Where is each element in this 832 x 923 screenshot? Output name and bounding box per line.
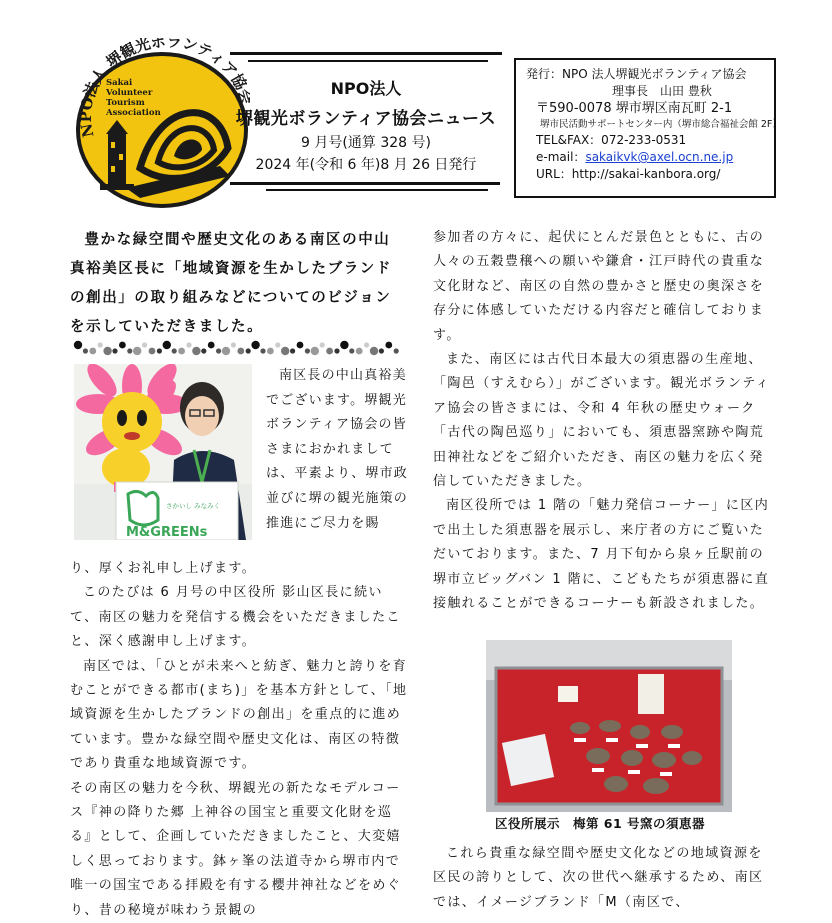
divider-dot [326,348,333,355]
divider-dot [208,342,215,349]
intro-text: 南区長の中山真裕美でございます。堺観光ボランティア協会の皆さまにおかれましては、平素より、堺市政並びに堺の観光施策の推進にご尽力を賜 [266,368,409,531]
divider-dot [74,341,82,349]
divider-dot [157,348,162,353]
right-column [433,226,771,617]
masthead-rule-top [230,52,502,55]
tel-fax: TEL&FAX：072-233-0531 [536,133,687,147]
divider-dot [119,342,126,349]
issue-number: 9 月号(通算 328 号) [301,135,431,151]
intro-paragraph [266,364,408,536]
masthead-rule-bottom [230,182,500,185]
paragraph-policy: 南区では、「ひとが未来へと紡ぎ、魅力と誇りを育むことができる都市(まち)」を基本方針として、「地域資源を生かしたブランドの創出」を重点的に進めています。豊かな緑空間や歴史文化は、南区の特徴であり貴重な地域資源です。 [70,658,408,772]
divider-dot [370,347,378,355]
divider-dot [311,347,319,355]
newsletter-title: 堺観光ボランティア協会ニュース [235,109,497,129]
divider-dot [186,342,191,347]
masthead-rule-bottom-2 [266,189,488,191]
divider-dot [172,348,177,353]
divider-dot [246,348,251,353]
paragraph-model-course: その南区の魅力を今秋、堺観光の新たなモデルコース『神の降りた郷 上神谷の国宝と重要文化財を巡る』として、企画していただきましたこと、大変嬉しく思っております。鉢ヶ峯の法道寺から堺市内で唯一の国宝である拝殿を有する櫻井神社などをめぐり、昔の秘境が味わう景観の [70,780,402,918]
paragraph-thanks: このたびは 6 月号の中区役所 影山区長に続いて、南区の魅力を発信する機会をいただきましたこと、深く感謝申し上げます。 [70,585,401,650]
right-column-bottom [433,842,771,915]
newsletter-masthead [226,52,506,192]
issue-date: 2024 年(令和 6 年)8 月 26 日発行 [255,157,477,173]
divider-dot [142,342,147,347]
divider-dot [163,341,171,349]
divider-dot [251,341,259,349]
paragraph-exhibit: 南区役所では 1 階の「魅力発信コーナー」に区内で出土した須恵器を展示し、来庁者の方にご覧いただいております。また、7 月下旬から泉ヶ丘駅前の堺市立ビッグバン 1 階に、こどもたちが須恵器に直接触れることができるコーナーも新設されました。 [433,498,770,612]
divider-dot [334,348,339,353]
email-link[interactable]: sakaikvk@axel.ocn.ne.jp [585,150,734,164]
chairman-line: 理事長 山田 豊秋 [612,84,712,98]
divider-dot [281,347,289,355]
dotted-divider [72,338,402,358]
email-line [526,149,768,166]
logo-emblem [70,38,250,208]
divider-dot [178,348,185,355]
sign-text: M&GREENs [126,525,208,540]
divider-dot [149,348,156,355]
divider-dot [260,348,265,353]
publisher-info-box [514,58,782,198]
lead-text: 豊かな緑空間や歴史文化のある南区の中山真裕美区長に「地域資源を生かしたブランドの創出」の取り組みなどについてのビジョンを示していただきました。 [70,232,392,335]
association-logo [70,38,250,208]
divider-dot [192,347,200,355]
dotted-divider-graphic [72,338,402,358]
address-note: 堺市民活動サポートセンター内（堺市総合福祉会館 2F） [540,119,782,130]
divider-dot [364,342,369,347]
divider-dot [385,342,392,349]
divider-dot [127,348,132,353]
divider-dot [290,348,295,353]
org-type: NPO法人 [330,79,402,98]
logo-ring-text: NPO法人 堺観光ボランティア協 [76,38,250,139]
publisher-line: 発行：NPO 法人堺観光ボランティア協会 [526,67,747,81]
divider-dot [297,342,304,349]
divider-dot [103,347,111,355]
divider-dot [231,342,236,347]
divider-dot [267,348,274,355]
article-lead [70,226,406,342]
website-url[interactable]: URL：http://sakai-kanbora.org/ [536,167,721,181]
portrait-image [74,364,252,540]
divider-dot [133,347,141,355]
photo-caption: 区役所展示 梅第 61 号窯の須恵器 [494,816,706,831]
divider-dot [98,342,103,347]
ward-mayor-photo [74,364,252,540]
masthead-rule-top-2 [248,60,488,62]
paragraph-suemura: また、南区には古代日本最大の須恵器の生産地、「陶邑（すえむら）」がございます。観光ボランティア協会の皆さまには、令和 4 年秋の歴史ウォーク「古代の陶邑巡り」においても、須恵器窯跡や陶荒田神社などをご紹介いただき、南区の魅力を広く発信していただきました。 [433,352,771,490]
paragraph-brand: これら貴重な緑空間や歴史文化などの地域資源を区民の誇りとして、次の世代へ継承するため、南区では、イメージブランド「M（南区で、 [433,846,764,910]
left-column [70,557,408,923]
display-case-image [486,640,732,812]
divider-dot [237,348,244,355]
divider-dot [305,348,310,353]
postal-address: 〒590-0078 堺市堺区南瓦町 2-1 [536,101,733,116]
divider-dot [216,348,221,353]
divider-dot [83,348,88,353]
divider-dot [201,348,206,353]
logo-inner-text: Sakai Volunteer Tourism Association [106,78,161,118]
sign-small-text: さかいし みなみく [166,502,221,510]
divider-dot [112,348,117,353]
divider-dot [89,348,96,355]
divider-dot [340,341,348,349]
intro-continuation: り、厚くお礼申し上げます。 [70,561,257,576]
sueki-display-photo [486,640,732,812]
divider-dot [379,348,384,353]
divider-dot [349,348,354,353]
divider-dot [275,342,280,347]
divider-dot [320,342,325,347]
divider-dot [394,348,399,353]
email-label: e-mail： [536,150,586,164]
divider-dot [222,347,230,355]
paragraph-participants: 参加者の方々に、起伏にとんだ景色とともに、古の人々の五穀豊穣への願いや鎌倉・江戸時代の貴重な文化財など、南区の自然の豊かさと歴史の奥深さを存分に体感していただける内容だと確信しております。 [433,230,765,343]
divider-dot [356,348,363,355]
